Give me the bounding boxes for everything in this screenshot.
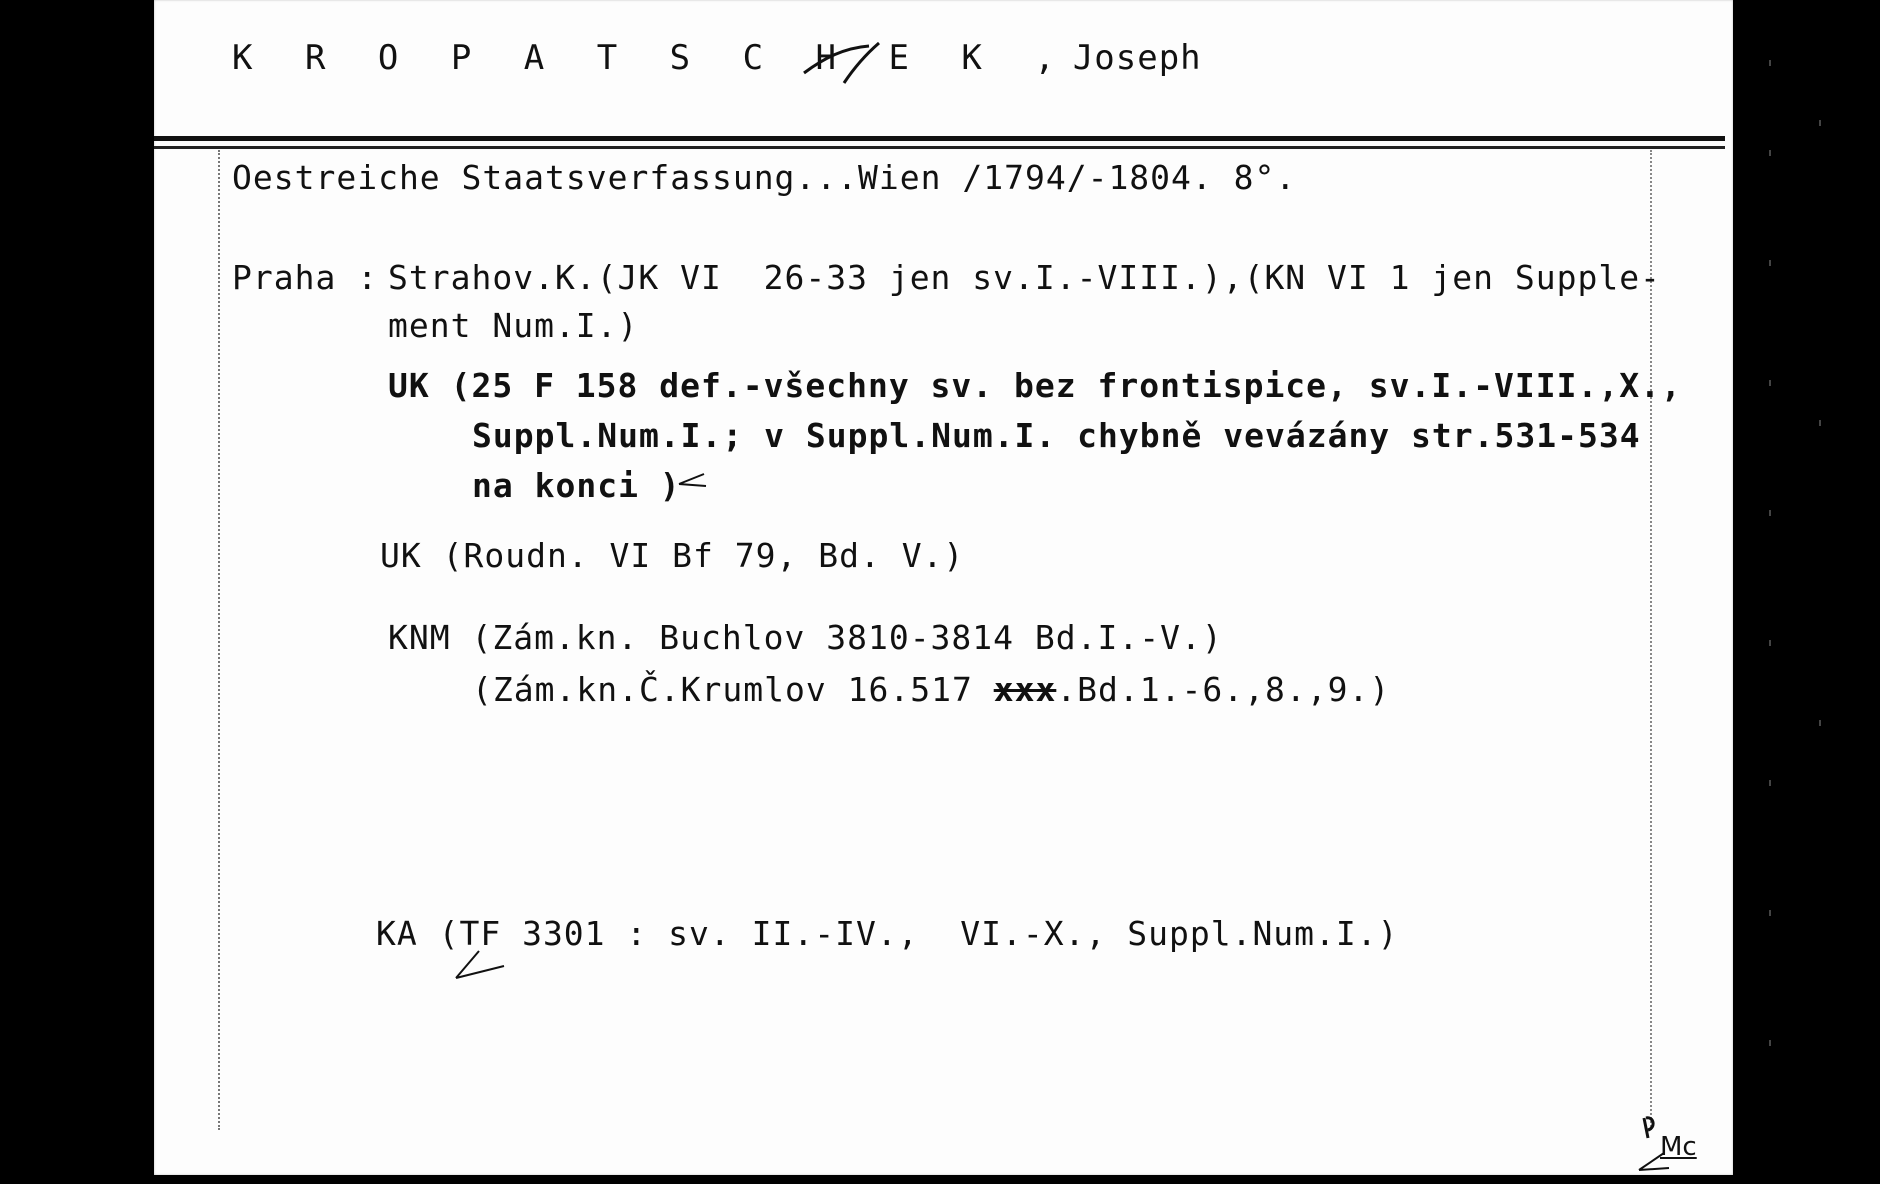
knm-line-2-struck: xxx	[993, 670, 1057, 709]
knm-line-2-suffix: .Bd.1.-6.,8.,9.)	[1056, 670, 1391, 709]
heading-rule	[154, 136, 1725, 141]
scan-border-right	[1733, 0, 1880, 1184]
left-margin-rule	[218, 150, 221, 1130]
strahov-line-1: Strahov.K.(JK VI 26-33 jen sv.I.-VIII.),(KN VI 1 jen Supple-	[388, 258, 1661, 297]
title-line: Oestreiche Staatsverfassung...Wien /1794/-1804. 8°.	[232, 158, 1297, 197]
handwritten-check-mark	[674, 466, 734, 496]
heading-rule-secondary	[154, 146, 1725, 149]
knm-line-2-prefix: (Zám.kn.Č.Krumlov 16.517	[472, 670, 994, 709]
heading-firstname: Joseph	[1072, 38, 1202, 78]
knm-line-1: KNM (Zám.kn. Buchlov 3810-3814 Bd.I.-V.)	[388, 618, 1223, 657]
heading-surname: K R O P A T S C H E K ,	[232, 38, 1071, 78]
catalog-card	[154, 0, 1733, 1175]
knm-line-2	[472, 670, 1390, 710]
corner-mark-text: Mc	[1660, 1132, 1697, 1162]
card-heading	[232, 38, 1202, 78]
uk-roudnice-line: UK (Roudn. VI Bf 79, Bd. V.)	[380, 536, 965, 575]
ka-line: KA (TF 3301 : sv. II.-IV., VI.-X., Suppl.Num.I.)	[376, 914, 1399, 953]
handwritten-check-mark-ka	[434, 946, 514, 986]
praha-label: Praha :	[232, 258, 379, 297]
handwritten-correction-mark	[784, 38, 894, 98]
uk-holding-line-3: na konci )	[472, 466, 681, 505]
uk-holding-line-2: Suppl.Num.I.; v Suppl.Num.I. chybně vevázány str.531-534	[472, 416, 1641, 455]
uk-holding-line-1: UK (25 F 158 def.-všechny sv. bez frontispice, sv.I.-VIII.,X.,	[388, 366, 1682, 405]
corner-reference-mark	[1634, 1108, 1724, 1175]
strahov-line-2: ment Num.I.)	[388, 306, 639, 345]
